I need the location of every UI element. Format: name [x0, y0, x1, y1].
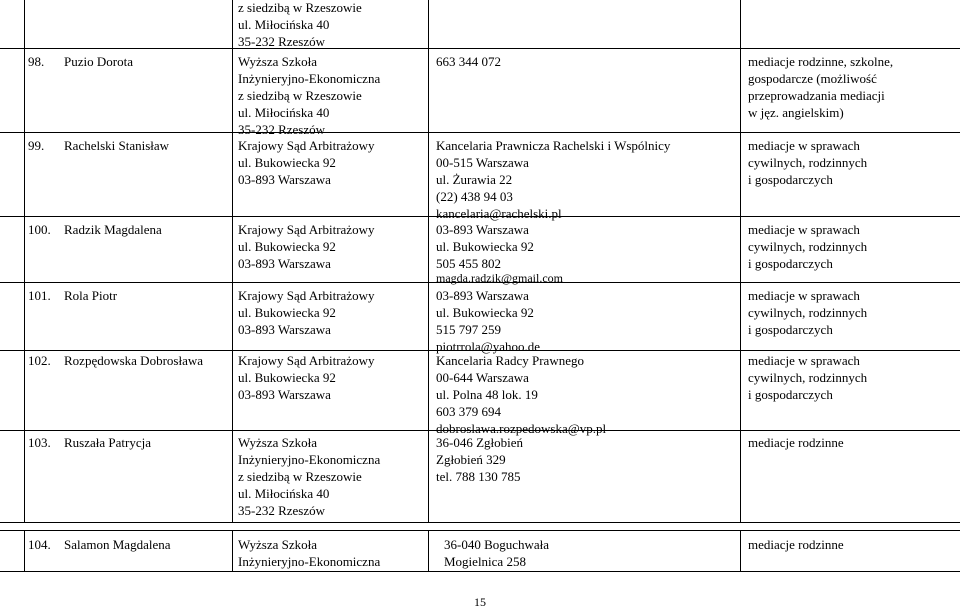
table-rule	[0, 522, 960, 523]
table-rule	[0, 48, 960, 49]
contact-cell: 36-040 Boguchwała Mogielnica 258	[444, 537, 550, 569]
scope-cell: mediacje rodzinne	[748, 537, 844, 552]
table-rule	[0, 132, 960, 133]
scope-cell: mediacje rodzinne	[748, 435, 844, 450]
table-rule	[428, 0, 429, 523]
row-number: 100.	[28, 222, 51, 237]
row-number: 99.	[28, 138, 45, 153]
mediator-name: Rola Piotr	[64, 288, 118, 303]
institution-cell: Wyższa Szkoła Inżynieryjno-Ekonomiczna z siedzibą w Rzeszowie ul. Miłocińska 40 35-232 Rzeszów	[238, 435, 381, 518]
institution-cell: Krajowy Sąd Arbitrażowy ul. Bukowiecka 92 03-893 Warszawa	[238, 138, 375, 187]
table-rule	[232, 0, 233, 523]
table-rule	[740, 0, 741, 523]
table-rule	[0, 571, 960, 572]
table-rule	[24, 0, 25, 523]
row-number: 103.	[28, 435, 51, 450]
institution-cell: Krajowy Sąd Arbitrażowy ul. Bukowiecka 92 03-893 Warszawa	[238, 353, 375, 402]
table-rule	[232, 530, 233, 572]
mediator-name: Radzik Magdalena	[64, 222, 162, 237]
scope-cell: mediacje w sprawach cywilnych, rodzinnych i gospodarczych	[748, 222, 868, 271]
mediator-name: Rozpędowska Dobrosława	[64, 353, 203, 368]
scope-cell: mediacje w sprawach cywilnych, rodzinnych i gospodarczych	[748, 353, 868, 402]
mediator-name: Salamon Magdalena	[64, 537, 171, 552]
contact-cell: Kancelaria Radcy Prawnego 00-644 Warszawa ul. Polna 48 lok. 19 603 379 694 dobroslawa.rozpedowska@vp.pl	[436, 353, 607, 436]
contact-cell: 36-046 Zgłobień Zgłobień 329 tel. 788 130 785	[436, 435, 524, 484]
mediator-name: Ruszała Patrycja	[64, 435, 151, 450]
table-rule	[0, 530, 960, 531]
contact-cell: 03-893 Warszawa ul. Bukowiecka 92 515 797 259 piotrrola@yahoo.de	[436, 288, 541, 354]
contact-cell: 03-893 Warszawa ul. Bukowiecka 92 505 455 802 magda.radzik@gmail.com	[436, 222, 564, 285]
table-rule	[740, 530, 741, 572]
contact-cell: 663 344 072	[436, 54, 501, 69]
row-number: 102.	[28, 353, 51, 368]
institution-cell: Wyższa Szkoła Inżynieryjno-Ekonomiczna z siedzibą w Rzeszowie ul. Miłocińska 40 35-232 Rzeszów	[238, 54, 381, 137]
scope-cell: mediacje w sprawach cywilnych, rodzinnych i gospodarczych	[748, 288, 868, 337]
page-number: 15	[474, 595, 486, 609]
scope-cell: mediacje rodzinne, szkolne, gospodarcze (możliwość przeprowadzania mediacji w jęz. angielskim)	[748, 54, 894, 120]
institution-cell: Krajowy Sąd Arbitrażowy ul. Bukowiecka 92 03-893 Warszawa	[238, 288, 375, 337]
row-number: 98.	[28, 54, 45, 69]
mediator-name: Rachelski Stanisław	[64, 138, 170, 153]
institution-cell: Krajowy Sąd Arbitrażowy ul. Bukowiecka 92 03-893 Warszawa	[238, 222, 375, 271]
institution-cell: Wyższa Szkoła Inżynieryjno-Ekonomiczna	[238, 537, 381, 569]
table-rule	[24, 530, 25, 572]
scope-cell: mediacje w sprawach cywilnych, rodzinnych i gospodarczych	[748, 138, 868, 187]
row-number: 104.	[28, 537, 51, 552]
table-rule	[428, 530, 429, 572]
institution-cell: z siedzibą w Rzeszowie ul. Miłocińska 40 35-232 Rzeszów	[238, 0, 362, 49]
mediator-name: Puzio Dorota	[64, 54, 133, 69]
row-number: 101.	[28, 288, 51, 303]
contact-cell: Kancelaria Prawnicza Rachelski i Wspólnicy 00-515 Warszawa ul. Żurawia 22 (22) 438 94 03 kancelaria@rachelski.pl	[436, 138, 671, 221]
